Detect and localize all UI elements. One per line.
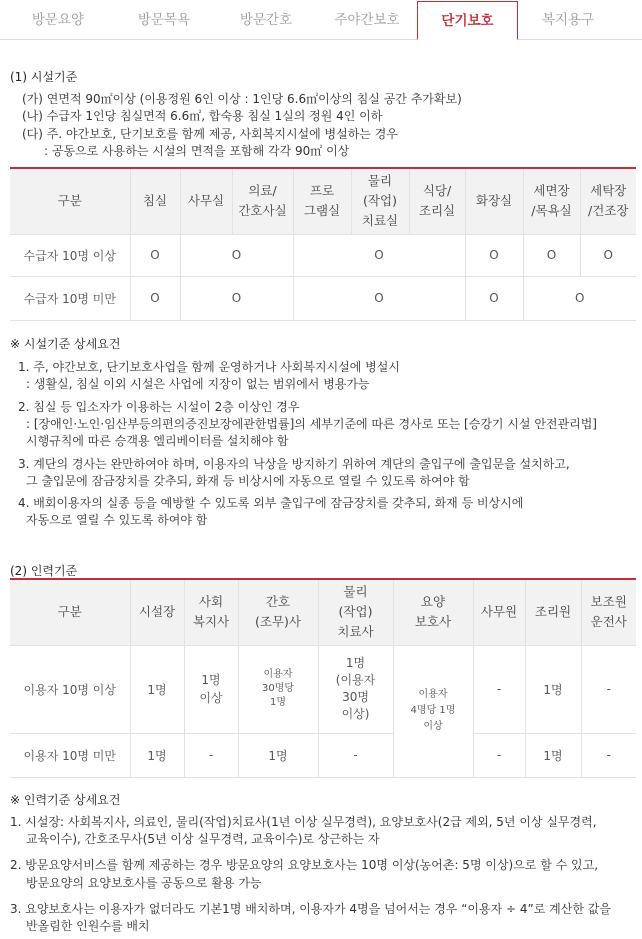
tab-visit-bath[interactable]: 방문목욕 [137, 12, 191, 28]
facility-detail-line: 그 출입문에 잠금장치를 갖추되, 화재 등 비상시에 자동으로 열릴 수 있도록 하여야 함 [26, 474, 470, 488]
staff-detail-line: 2. 방문요양서비스를 함께 제공하는 경우 방문요양의 요양보호사는 10명 이상(농어촌: 5명 이상)으로 할 수 있고, [10, 858, 599, 872]
facility-detail-line: 4. 배회이용자의 실종 등을 예방할 수 있도록 외부 출입구에 잠금장치를 갖추되, 화재 등 비상시에 [18, 496, 524, 510]
cell-restroom-b: O [523, 234, 580, 276]
facility-detail-line: 3. 계단의 경사는 완만하여야 하며, 이용자의 낙상을 방지하기 위하여 계단의 출입구에 출입문을 설치하고, [18, 457, 570, 471]
cell-bedroom: O [130, 276, 180, 320]
cell-director: 1명 [130, 733, 184, 777]
header-bathroom: 세면장 /목욕실 [523, 168, 580, 234]
header-caregiver: 요양 보호사 [393, 579, 473, 645]
row-label: 수급자 10명 미만 [10, 276, 130, 320]
cell-assistant: - [581, 733, 636, 777]
cell-director: 1명 [130, 645, 184, 733]
header-clerk: 사무원 [473, 579, 525, 645]
facility-detail-line: 시행규칙에 따른 승객용 엘리베이터를 설치해야 함 [26, 434, 289, 448]
cell-office-medical: O [180, 234, 293, 276]
tab-day-night-care[interactable]: 주야간보호 [334, 12, 400, 28]
header-therapist: 물리 (작업) 치료사 [318, 579, 393, 645]
header-assistant-driver: 보조원 운전사 [581, 579, 636, 645]
table-row [10, 276, 636, 320]
cell-nurse: 1명 [238, 733, 318, 777]
cell-therapist: - [318, 733, 393, 777]
facility-detail-line: : 생활실, 침실 이외 시설은 사업에 지장이 없는 범위에서 병용가능 [26, 377, 370, 391]
facility-detail-title: ※ 시설기준 상세요건 [10, 337, 121, 351]
header-laundry: 세탁장 /건조장 [580, 168, 636, 234]
header-therapy-room: 물리 (작업) 치료실 [351, 168, 409, 234]
cell-cook: 1명 [525, 645, 581, 733]
facility-table [10, 167, 636, 321]
header-dining-room: 식당/ 조리실 [409, 168, 465, 234]
cell-restroom-a: O [465, 234, 523, 276]
cell-cook: 1명 [525, 733, 581, 777]
tab-welfare-equipment[interactable]: 복지용구 [541, 12, 595, 28]
cell-social-worker: 1명 이상 [184, 645, 238, 733]
cell-clerk: - [473, 645, 525, 733]
cell-caregiver: 이용자 4명당 1명 이상 [393, 645, 473, 777]
header-program-room: 프로 그램실 [293, 168, 351, 234]
staff-detail-line: 3. 요양보호사는 이용자가 없더라도 기본1명 배치하며, 이용자가 4명을 넘어서는 경우 “이용자 ÷ 4”로 계산한 값을 [10, 902, 611, 916]
cell-restroom: O [465, 276, 523, 320]
service-tabs [0, 0, 642, 40]
tab-visit-care[interactable]: 방문요양 [31, 12, 85, 28]
header-category: 구분 [10, 168, 130, 234]
staff-detail-line: 1. 시설장: 사회복지사, 의료인, 물리(작업)치료사(1년 이상 실무경력), 요양보호사(2급 제외, 5년 이상 실무경력, [10, 815, 597, 829]
header-nurse: 간호 (조무)사 [238, 579, 318, 645]
staff-detail-title: ※ 인력기준 상세요건 [10, 793, 121, 807]
facility-detail-line: 1. 주, 야간보호, 단기보호사업을 함께 운영하거나 사회복지시설에 병설시 [18, 360, 400, 374]
cell-program-therapy-dining: O [293, 276, 465, 320]
table-row [10, 645, 636, 733]
facility-section-title: (1) 시설기준 [10, 70, 78, 84]
staff-detail-line: 방문요양의 요양보호사를 공동으로 활용 가능 [26, 876, 262, 890]
cell-program-therapy-dining: O [293, 234, 465, 276]
table-row [10, 234, 636, 276]
header-social-worker: 사회 복지사 [184, 579, 238, 645]
tab-short-term-care[interactable]: 단기보호 [417, 1, 518, 40]
header-bedroom: 침실 [130, 168, 180, 234]
cell-bath-laundry: O [580, 234, 636, 276]
table-row [10, 733, 636, 777]
facility-line-b: (나) 수급자 1인당 침실면적 6.6㎡, 합숙용 침실 1실의 정원 4인 이하 [22, 109, 383, 123]
header-director: 시설장 [130, 579, 184, 645]
cell-clerk: - [473, 733, 525, 777]
cell-office-medical: O [180, 276, 293, 320]
staff-section-title: (2) 인력기준 [10, 564, 78, 578]
cell-social-worker: - [184, 733, 238, 777]
row-label: 수급자 10명 이상 [10, 234, 130, 276]
staff-detail-line: 교육이수), 간호조무사(5년 이상 실무경력, 교육이수)로 상근하는 자 [26, 832, 380, 846]
cell-assistant: - [581, 645, 636, 733]
facility-detail-line: 자동으로 열릴 수 있도록 하여야 함 [26, 513, 208, 527]
staff-detail-line: 반올림한 인원수를 배치 [26, 919, 150, 933]
row-label: 이용자 10명 이상 [10, 645, 130, 733]
cell-bath-laundry: O [523, 276, 636, 320]
staff-table [10, 578, 636, 778]
cell-therapist: 1명 (이용자 30명 이상) [318, 645, 393, 733]
header-cook: 조리원 [525, 579, 581, 645]
header-category: 구분 [10, 579, 130, 645]
cell-nurse: 이용자 30명당 1명 [238, 645, 318, 733]
header-restroom: 화장실 [465, 168, 523, 234]
cell-bedroom: O [130, 234, 180, 276]
facility-detail-line: 2. 침실 등 입소자가 이용하는 시설이 2층 이상인 경우 [18, 400, 300, 414]
row-label: 이용자 10명 미만 [10, 733, 130, 777]
facility-line-a: (가) 연면적 90㎡이상 (이용정원 6인 이상 : 1인당 6.6㎡이상의 침실 공간 추가확보) [22, 92, 462, 106]
facility-detail-line: : [장애인·노인·임산부등의편의증진보장에관한법률]의 세부기준에 따른 경사로 또는 [승강기 시설 안전관리법] [26, 417, 597, 431]
header-medical-room: 의료/ 간호사실 [232, 168, 293, 234]
header-office: 사무실 [180, 168, 232, 234]
tab-visit-nursing[interactable]: 방문간호 [239, 12, 293, 28]
facility-line-c-note: : 공동으로 사용하는 시설의 면적을 포함해 각각 90㎡ 이상 [44, 144, 350, 158]
facility-line-c: (다) 주. 야간보호, 단기보호를 함께 제공, 사회복지시설에 병설하는 경우 [22, 127, 398, 141]
